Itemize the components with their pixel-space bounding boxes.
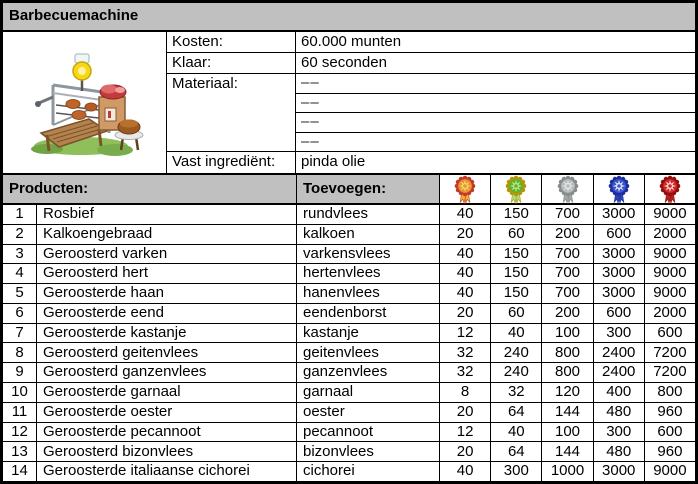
product-number: 10 <box>11 383 28 401</box>
product-value: 9000 <box>644 284 695 303</box>
materiaal-values <box>296 74 695 151</box>
vast-ingredient-label: Vast ingrediënt: <box>167 152 296 173</box>
product-number: 12 <box>11 422 28 440</box>
product-name: Geroosterde kastanje <box>36 324 296 343</box>
product-number: 8 <box>15 343 24 361</box>
product-name: Kalkoengebraad <box>36 225 296 244</box>
table-row <box>3 284 695 304</box>
product-value: 150 <box>490 284 541 303</box>
product-value: 12 <box>439 423 490 442</box>
klaar-value: 60 seconden <box>301 53 387 71</box>
product-name: Geroosterde oester <box>36 403 296 422</box>
table-row <box>3 304 695 324</box>
product-ingredient: hertenvlees <box>296 264 439 283</box>
product-value: 300 <box>490 462 541 481</box>
product-value: 200 <box>541 304 592 323</box>
product-number: 5 <box>15 284 24 302</box>
product-ingredient: geitenvlees <box>296 343 439 362</box>
product-name: Geroosterd geitenvlees <box>36 343 296 362</box>
products-header-row <box>3 173 695 205</box>
product-value: 2400 <box>593 363 644 382</box>
product-value: 64 <box>490 442 541 461</box>
table-row <box>3 383 695 403</box>
product-value: 40 <box>439 284 490 303</box>
product-number: 9 <box>15 363 24 381</box>
product-value: 40 <box>439 205 490 224</box>
product-value: 40 <box>490 423 541 442</box>
medal-header-cell <box>593 175 644 203</box>
product-number: 13 <box>11 442 28 460</box>
product-value: 480 <box>593 442 644 461</box>
product-value: 9000 <box>644 245 695 264</box>
product-name: Geroosterd varken <box>36 245 296 264</box>
materiaal-value: –– <box>296 113 695 133</box>
product-name: Geroosterde pecannoot <box>36 423 296 442</box>
product-number: 3 <box>15 244 24 262</box>
product-number: 1 <box>15 205 24 223</box>
product-value: 12 <box>439 324 490 343</box>
machine-image-cell <box>3 32 166 173</box>
product-value: 9000 <box>644 205 695 224</box>
product-name: Geroosterd ganzenvlees <box>36 363 296 382</box>
product-value: 3000 <box>593 205 644 224</box>
product-value: 20 <box>439 225 490 244</box>
product-number: 2 <box>15 224 24 242</box>
machine-info-section <box>3 32 695 173</box>
table-row <box>3 442 695 462</box>
product-number: 14 <box>11 462 28 480</box>
product-value: 2000 <box>644 225 695 244</box>
product-value: 150 <box>490 205 541 224</box>
red-rosette-icon <box>657 175 683 204</box>
materiaal-label: Materiaal: <box>167 74 296 151</box>
product-value: 40 <box>490 324 541 343</box>
product-ingredient: hanenvlees <box>296 284 439 303</box>
table-row <box>3 225 695 245</box>
product-value: 60 <box>490 225 541 244</box>
machine-info-grid <box>166 32 695 173</box>
table-row <box>3 343 695 363</box>
product-name: Geroosterde garnaal <box>36 383 296 402</box>
product-ingredient: kalkoen <box>296 225 439 244</box>
product-name: Geroosterde haan <box>36 284 296 303</box>
product-value: 700 <box>541 205 592 224</box>
toevoegen-header: Toevoegen: <box>296 175 439 203</box>
product-value: 600 <box>644 324 695 343</box>
product-name: Geroosterd hert <box>36 264 296 283</box>
kosten-value: 60.000 munten <box>301 32 402 50</box>
info-row-vast-ingredient <box>167 152 695 173</box>
product-value: 100 <box>541 423 592 442</box>
product-value: 800 <box>541 343 592 362</box>
medal-header-cell <box>490 175 541 203</box>
product-value: 20 <box>439 442 490 461</box>
materiaal-value: –– <box>296 94 695 114</box>
product-value: 800 <box>644 383 695 402</box>
table-row <box>3 264 695 284</box>
product-value: 64 <box>490 403 541 422</box>
info-row-kosten <box>167 32 695 53</box>
product-value: 40 <box>439 245 490 264</box>
materiaal-value: –– <box>301 132 320 150</box>
product-value: 800 <box>541 363 592 382</box>
product-value: 1000 <box>541 462 592 481</box>
product-ingredient: kastanje <box>296 324 439 343</box>
product-value: 32 <box>439 363 490 382</box>
table-row <box>3 423 695 443</box>
product-value: 2000 <box>644 304 695 323</box>
product-value: 300 <box>593 324 644 343</box>
product-value: 150 <box>490 245 541 264</box>
table-row <box>3 363 695 383</box>
table-row <box>3 324 695 344</box>
product-ingredient: ganzenvlees <box>296 363 439 382</box>
product-value: 150 <box>490 264 541 283</box>
table-row <box>3 205 695 225</box>
product-value: 200 <box>541 225 592 244</box>
medal-header-cell <box>541 175 592 203</box>
kosten-label: Kosten: <box>167 32 296 52</box>
product-value: 32 <box>439 343 490 362</box>
product-number: 4 <box>15 264 24 282</box>
vast-ingredient-value: pinda olie <box>301 153 366 171</box>
product-value: 480 <box>593 403 644 422</box>
product-ingredient: oester <box>296 403 439 422</box>
product-name: Geroosterde eend <box>36 304 296 323</box>
table-row <box>3 462 695 481</box>
product-name: Rosbief <box>36 205 296 224</box>
product-ingredient: garnaal <box>296 383 439 402</box>
info-row-materiaal <box>167 74 695 152</box>
product-number: 11 <box>11 402 28 420</box>
product-ingredient: cichorei <box>296 462 439 481</box>
info-row-klaar <box>167 53 695 74</box>
product-value: 700 <box>541 284 592 303</box>
green-rosette-icon <box>503 175 529 204</box>
product-value: 9000 <box>644 264 695 283</box>
product-value: 600 <box>644 423 695 442</box>
blue-rosette-icon <box>606 175 632 204</box>
product-value: 600 <box>593 304 644 323</box>
product-value: 960 <box>644 403 695 422</box>
product-value: 240 <box>490 343 541 362</box>
orange-rosette-icon <box>452 175 478 204</box>
product-value: 7200 <box>644 363 695 382</box>
product-value: 100 <box>541 324 592 343</box>
product-value: 8 <box>439 383 490 402</box>
product-value: 32 <box>490 383 541 402</box>
table-row <box>3 245 695 265</box>
barbecue-machine-image <box>19 47 151 159</box>
medal-header-cell <box>439 175 490 203</box>
product-value: 300 <box>593 423 644 442</box>
products-table-body <box>3 205 695 481</box>
producten-header: Producten: <box>3 175 296 203</box>
product-ingredient: bizonvlees <box>296 442 439 461</box>
product-value: 700 <box>541 264 592 283</box>
product-number: 7 <box>15 323 24 341</box>
product-value: 600 <box>593 225 644 244</box>
product-value: 40 <box>439 462 490 481</box>
product-value: 2400 <box>593 343 644 362</box>
product-value: 400 <box>593 383 644 402</box>
product-value: 3000 <box>593 264 644 283</box>
page-title: Barbecuemachine <box>3 3 695 32</box>
product-value: 144 <box>541 442 592 461</box>
product-value: 240 <box>490 363 541 382</box>
product-number: 6 <box>15 304 24 322</box>
product-ingredient: pecannoot <box>296 423 439 442</box>
medal-header-cell <box>644 175 695 203</box>
product-value: 3000 <box>593 245 644 264</box>
product-name: Geroosterd bizonvlees <box>36 442 296 461</box>
product-value: 700 <box>541 245 592 264</box>
product-ingredient: eendenborst <box>296 304 439 323</box>
silver-rosette-icon <box>555 175 581 204</box>
product-value: 9000 <box>644 462 695 481</box>
product-value: 144 <box>541 403 592 422</box>
product-value: 20 <box>439 304 490 323</box>
product-value: 3000 <box>593 284 644 303</box>
product-value: 7200 <box>644 343 695 362</box>
product-value: 20 <box>439 403 490 422</box>
klaar-label: Klaar: <box>167 53 296 73</box>
product-value: 3000 <box>593 462 644 481</box>
product-value: 60 <box>490 304 541 323</box>
product-value: 40 <box>439 264 490 283</box>
table-row <box>3 403 695 423</box>
materiaal-value: –– <box>296 74 695 94</box>
product-name: Geroosterde italiaanse cichorei <box>36 462 296 481</box>
product-ingredient: varkensvlees <box>296 245 439 264</box>
product-ingredient: rundvlees <box>296 205 439 224</box>
product-value: 960 <box>644 442 695 461</box>
product-value: 120 <box>541 383 592 402</box>
